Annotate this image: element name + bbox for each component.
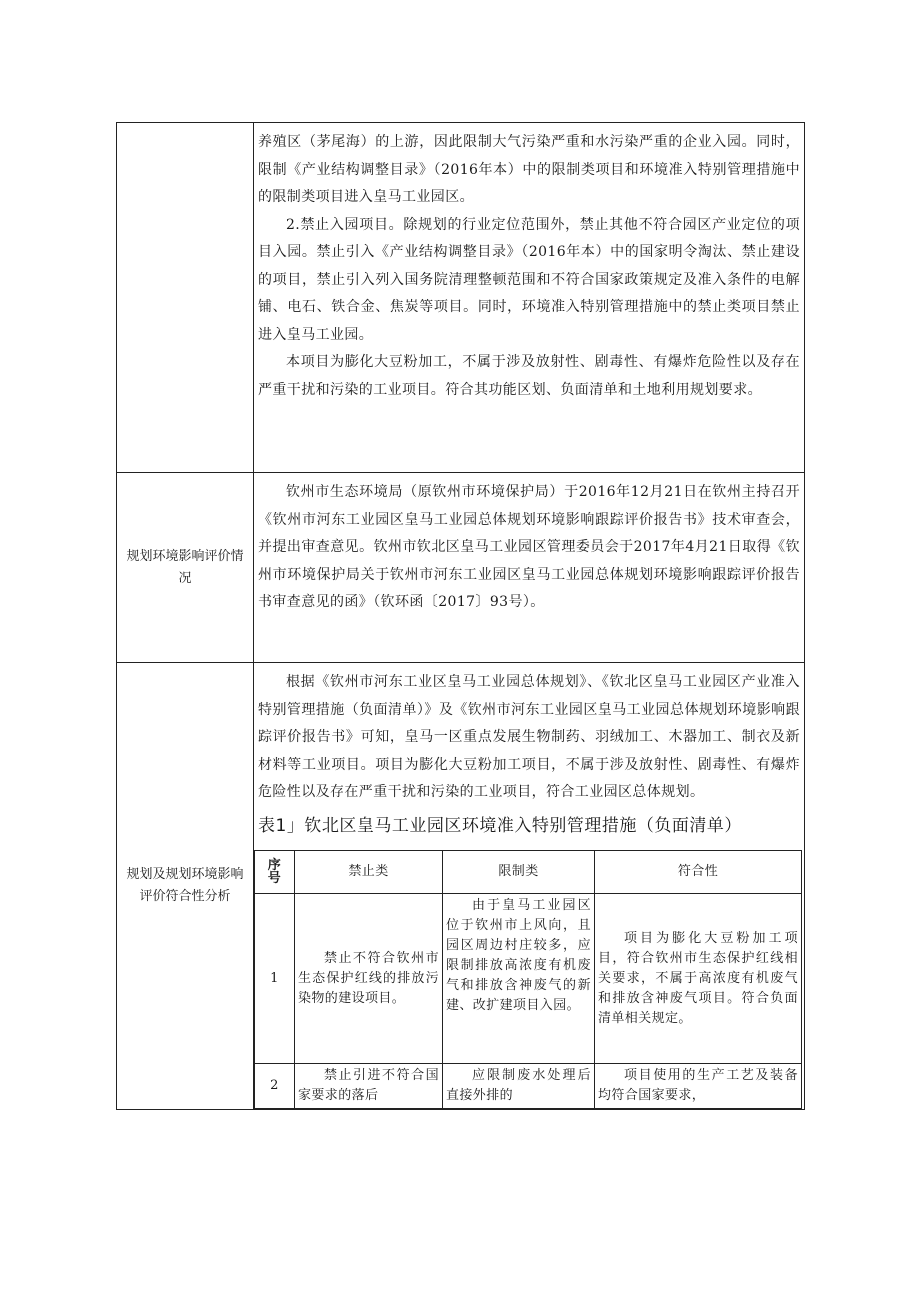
compliance-content — [254, 663, 805, 1110]
plan-eia-content — [254, 473, 805, 663]
table-row — [255, 1064, 802, 1109]
row-label: 规划环境影响评价情况 — [117, 473, 254, 663]
prohibited-cell: 禁止引进不符合国家要求的落后 — [295, 1064, 443, 1109]
paragraph: 根据《钦州市河东工业区皇马工业园总体规划》、《钦北区皇马工业园区产业准入特别管理措施（负面清单）》及《钦州市河东工业园区皇马工业园总体规划环境影响跟踪评价报告书》可知，皇马一区重点发展生物制药、羽绒加工、木器加工、制衣及新材料等工业项目。项目为膨化大豆粉加工项目，不属于涉及放射性、剧毒性、有爆炸危险性以及存在严重干扰和污染的工业项目，符合工业园区总体规划。 — [258, 674, 800, 800]
empty-label-cell — [117, 123, 254, 473]
compliance-cell: 项目为膨化大豆粉加工项目，符合钦州市生态保护红线相关要求，不属于高浓度有机废气和排放含神废气项目。符合负面清单相关规定。 — [595, 894, 802, 1064]
continuation-content — [254, 123, 805, 473]
paragraph: 2.禁止入园项目。除规划的行业定位范围外，禁止其他不符合园区产业定位的项目入园。禁止引入《产业结构调整目录》（2016年本）中的国家明令淘汰、禁止建设的项目，禁止引入列入国务院清理整顿范围和不符合国家政策规定及准入条件的电解铺、电石、铁合金、焦炭等项目。同时，环境准入特别管理措施中的禁止类项目禁止进入皇马工业园。 — [258, 216, 800, 343]
restricted-cell: 由于皇马工业园区位于钦州市上风向，且园区周边村庄较多，应限制排放高浓度有机废气和排放含神废气的新建、改扩建项目入园。 — [443, 894, 595, 1064]
paragraph: 本项目为膨化大豆粉加工，不属于涉及放射性、剧毒性、有爆炸危险性以及存在严重干扰和污染的工业项目。符合其功能区划、负面清单和土地利用规划要求。 — [258, 354, 800, 398]
row-compliance — [117, 663, 805, 1110]
header-seq: 序 号 — [255, 851, 295, 894]
prohibited-cell: 禁止不符合钦州市生态保护红线的排放污染物的建设项目。 — [295, 894, 443, 1064]
table-row — [255, 894, 802, 1064]
header-restricted: 限制类 — [443, 851, 595, 894]
table-caption: 表1」钦北区皇马工业园区环境准入特别管理措施（负面清单） — [258, 815, 742, 836]
row-number: 2 — [255, 1064, 295, 1109]
negative-list-table — [254, 850, 802, 1109]
header-prohibited: 禁止类 — [295, 851, 443, 894]
row-label: 规划及规划环境影响评价符合性分析 — [117, 663, 254, 1110]
document-page — [116, 122, 804, 1110]
restricted-cell: 应限制废水处理后直接外排的 — [443, 1064, 595, 1109]
compliance-cell: 项目使用的生产工艺及装备均符合国家要求， — [595, 1064, 802, 1109]
row-continuation — [117, 123, 805, 473]
paragraph: 钦州市生态环境局（原钦州市环境保护局）于2016年12月21日在钦州主持召开《钦州市河东工业园区皇马工业园总体规划环境影响跟踪评价报告书》技术审查会，并提出审查意见。钦州市钦北区皇马工业园区管理委员会于2017年4月21日取得《钦州市环境保护局关于钦州市河东工业园区皇马工业园总体规划环境影响跟踪评价报告书审查意见的函》（钦环函〔2017〕93号）。 — [258, 484, 800, 610]
row-number: 1 — [255, 894, 295, 1064]
table-header-row — [255, 851, 802, 894]
main-table — [116, 122, 805, 1110]
paragraph: 养殖区（茅尾海）的上游，因此限制大气污染严重和水污染严重的企业入园。同时，限制《产业结构调整目录》（2016年本）中的限制类项目和环境准入特别管理措施中的限制类项目进入皇马工业园区。 — [258, 134, 800, 205]
row-plan-eia — [117, 473, 805, 663]
header-compliance: 符合性 — [595, 851, 802, 894]
